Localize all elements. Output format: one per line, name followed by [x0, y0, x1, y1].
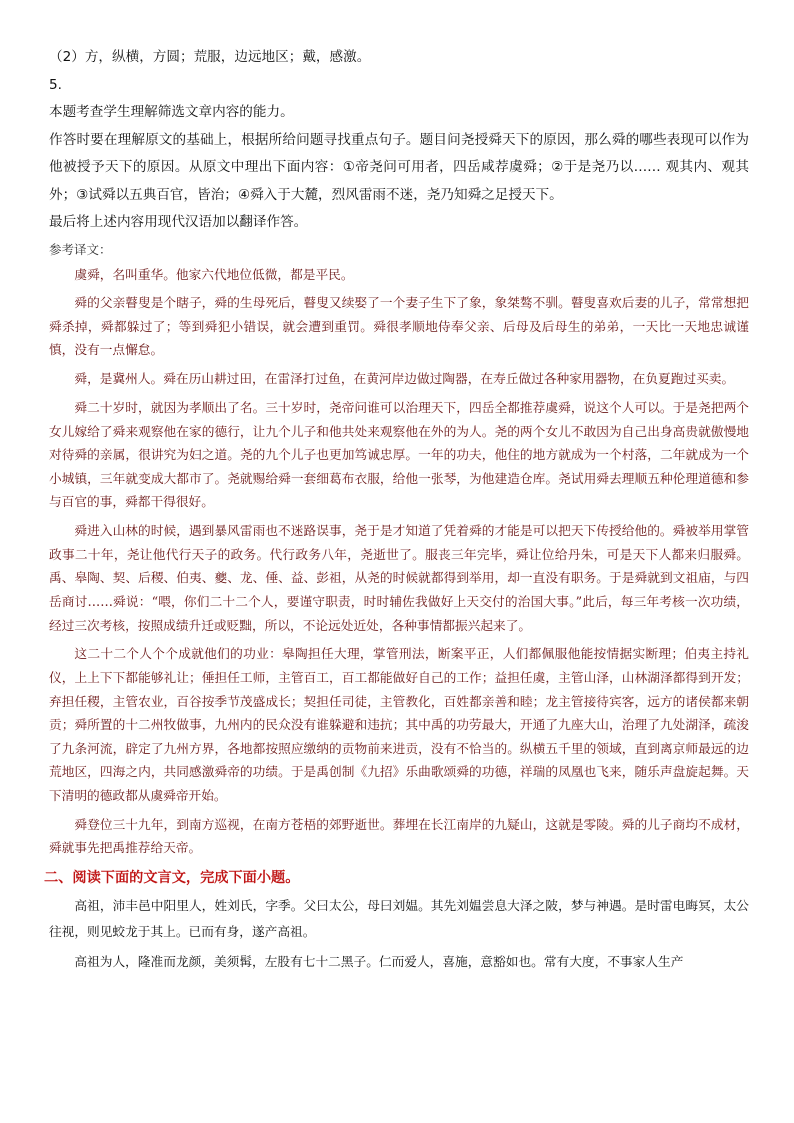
translation-paragraph: 舜的父亲瞽叟是个瞎子，舜的生母死后，瞽叟又续娶了一个妻子生下了象，象桀骜不驯。瞽叟喜欢后妻的儿子，常常想把舜杀掉，舜都躲过了；等到舜犯小错误，就会遭到重罚。舜很孝顺地侍奉父亲、后母及后母生的弟弟，一天比一天地忠诚谨慎，没有一点懈怠。 — [49, 295, 749, 358]
question-5-analysis-line-1: 本题考查学生理解筛选文章内容的能力。 — [49, 104, 294, 120]
translation-paragraph: 这二十二个人个个成就他们的功业：皋陶担任大理，掌管刑法，断案平正，人们都佩服他能按情据实断理；伯夷主持礼仪，上上下下都能够礼让；倕担任工师，主管百工，百工都能做好自己的工作；益担任虞，主管山泽，山林湖泽都得到开发；弃担任稷，主管农业，百谷按季节茂盛成长；契担任司徒，主管教化，百姓都亲善和睦；龙主管接待宾客，远方的诸侯都来朝贡；舜所置的十二州牧做事，九州内的民众没有谁躲避和违抗；其中禹的功劳最大，开通了九座大山，治理了九处湖泽，疏浚了九条河流，辟定了九州方界，各地都按照应缴纳的贡物前来进贡，没有不恰当的。纵横五千里的领域，直到离京师最远的边荒地区，四海之内，共同感激舜帝的功绩。于是禹创制《九招》乐曲歌颂舜的功德，祥瑞的凤凰也飞来，随乐声盘旋起舞。天下清明的德政都从虞舜帝开始。 — [49, 646, 749, 803]
answer-item-2: （2）方，纵横，方圆；荒服，边远地区；戴，感激。 — [49, 49, 371, 65]
translation-paragraph: 虞舜，名叫重华。他家六代地位低微，都是平民。 — [74, 266, 354, 282]
section-2-heading: 二、阅读下面的文言文，完成下面小题。 — [44, 870, 300, 887]
translation-heading: 参考译文： — [49, 241, 112, 257]
translation-paragraph: 舜进入山林的时候，遇到暴风雷雨也不迷路误事，尧于是才知道了凭着舜的才能是可以把天下传授给他的。舜被举用掌管政事二十年，尧让他代行天子的政务。代行政务八年，尧逝世了。服丧三年完毕，舜让位给丹朱，可是天下人都来归服舜。禹、皋陶、契、后稷、伯夷、夔、龙、倕、益、彭祖，从尧的时候就都得到举用，却一直没有职务。于是舜就到文祖庙，与四岳商讨……舜说：“喂，你们二十二个人，要谨守职责，时时辅佐我做好上天交付的治国大事。”此后，每三年考核一次功绩，经过三次考核，按照成绩升迁或贬黜，所以，不论远处近处，各种事情都振兴起来了。 — [49, 523, 749, 633]
document-page — [44, 44, 749, 979]
question-5-analysis-line-2: 作答时要在理解原文的基础上，根据所给问题寻找重点句子。题目问尧授舜天下的原因，那么舜的哪些表现可以作为他被授予天下的原因。从原文中理出下面内容：①帝尧问可用者，四岳咸荐虞舜；②于是尧乃以…… 观其内、观其外；③试舜以五典百官，皆治；④舜入于大麓，烈风雷雨不迷，尧乃知舜之足授天下。 — [49, 131, 749, 203]
translation-paragraph: 舜登位三十九年，到南方巡视，在南方苍梧的郊野逝世。葬埋在长江南岸的九疑山，这就是零陵。舜的儿子商均不成材，舜就事先把禹推荐给天帝。 — [49, 816, 749, 856]
passage-paragraph: 高祖为人，隆准而龙颜，美须髯，左股有七十二黑子。仁而爱人，喜施，意豁如也。常有大度，不事家人生产 — [74, 954, 684, 970]
translation-body — [49, 263, 749, 860]
passage-paragraph: 高祖，沛丰邑中阳里人，姓刘氏，字季。父曰太公，母曰刘媪。其先刘媪尝息大泽之陂，梦与神遇。是时雷电晦冥，太公往视，则见蛟龙于其上。已而有身，遂产高祖。 — [49, 898, 749, 940]
translation-paragraph: 舜，是冀州人。舜在历山耕过田，在雷泽打过鱼，在黄河岸边做过陶器，在寿丘做过各种家用器物，在负夏跑过买卖。 — [74, 371, 735, 387]
question-5-number: 5. — [49, 76, 62, 93]
translation-paragraph: 舜二十岁时，就因为孝顺出了名。三十岁时，尧帝问谁可以治理天下，四岳全都推荐虞舜，说这个人可以。于是尧把两个女儿嫁给了舜来观察他在家的德行，让九个儿子和他共处来观察他在外的为人。尧的两个女儿不敢因为自己出身高贵就傲慢地对待舜的亲属，很讲究为妇之道。尧的九个儿子也更加笃诚忠厚。一年的功夫，他住的地方就成为一个村落，二年就成为一个小城镇，三年就变成大都市了。尧就赐给舜一套细葛布衣服，给他一张琴，为他建造仓库。尧试用舜去理顺五种伦理道德和参与百官的事，舜都干得很好。 — [49, 400, 749, 510]
section-2-passage — [49, 893, 749, 975]
question-5-analysis-line-3: 最后将上述内容用现代汉语加以翻译作答。 — [49, 214, 308, 230]
